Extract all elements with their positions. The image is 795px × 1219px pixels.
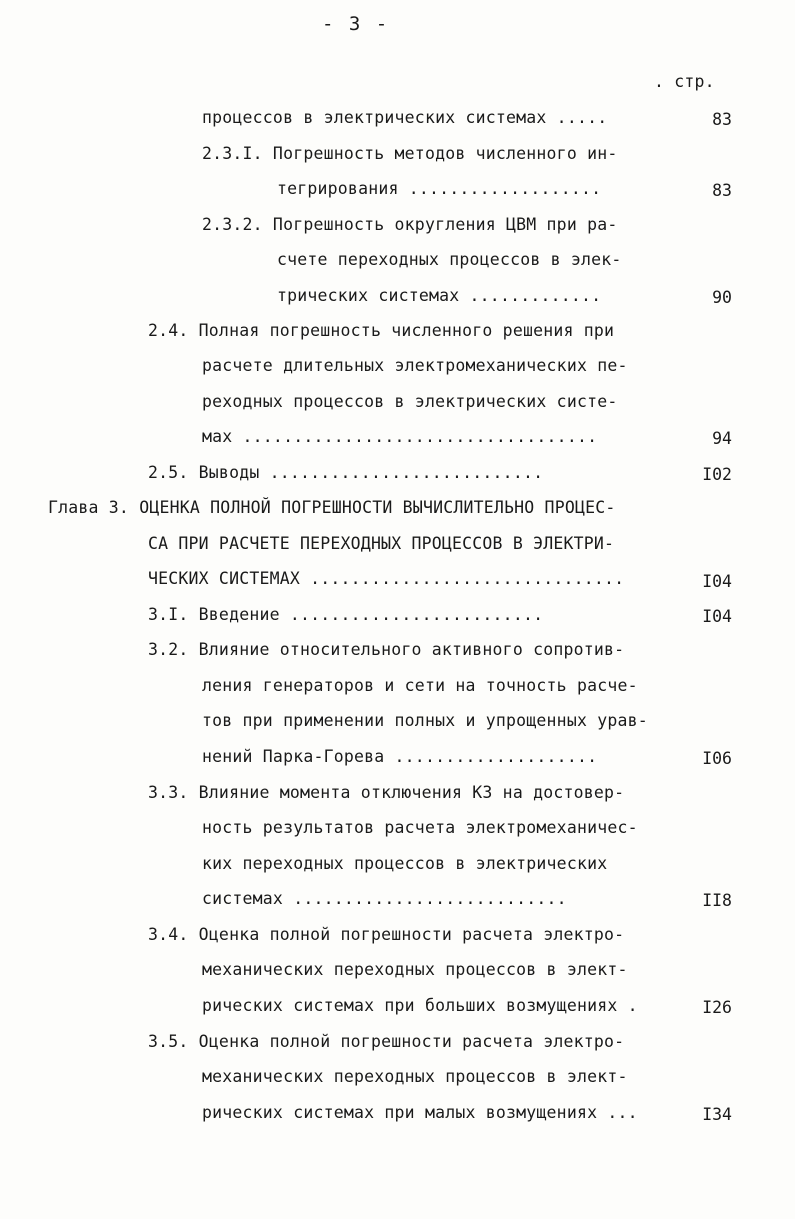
toc-entry-3-3-line-4: системах ........................... xyxy=(202,889,567,908)
toc-entry-3-4-line-3: рических системах при больших возмущениях . xyxy=(202,996,638,1015)
toc-entry-2-3-intro-line-1: процессов в электрических системах ..... xyxy=(202,108,608,127)
toc-entry-3-3-page: II8 xyxy=(702,891,732,910)
toc-entry-3-2-line-4: нений Парка-Горева .................... xyxy=(202,747,598,766)
page-number: - 3 - xyxy=(322,13,390,35)
toc-entry-2-3-1-page: 83 xyxy=(712,181,732,200)
toc-entry-2-3-1-line-1: 2.3.I. Погрешность методов численного ин- xyxy=(202,144,618,163)
toc-chapter-3-line-2: СА ПРИ РАСЧЕТЕ ПЕРЕХОДНЫХ ПРОЦЕССОВ В ЭЛЕКТРИ- xyxy=(148,534,615,553)
toc-entry-2-3-2-line-1: 2.3.2. Погрешность округления ЦВМ при ра- xyxy=(202,215,618,234)
toc-entry-3-5-line-1: 3.5. Оценка полной погрешности расчета электро- xyxy=(148,1032,625,1051)
toc-chapter-3-line-3: ЧЕСКИХ СИСТЕМАХ ............................... xyxy=(148,569,625,588)
toc-entry-3-1-line-1: 3.I. Введение ......................... xyxy=(148,605,544,624)
toc-entry-3-3-line-1: 3.3. Влияние момента отключения КЗ на достовер- xyxy=(148,783,625,802)
toc-entry-2-5-line-1: 2.5. Выводы ........................... xyxy=(148,463,544,482)
toc-entry-3-2-line-1: 3.2. Влияние относительного активного сопротив- xyxy=(148,640,625,659)
toc-entry-3-5-line-2: механических переходных процессов в элект- xyxy=(202,1067,628,1086)
toc-entry-2-3-2-page: 90 xyxy=(712,288,732,307)
toc-entry-3-2-page: I06 xyxy=(702,749,732,768)
toc-entry-2-3-2-line-3: трических системах ............. xyxy=(277,286,602,305)
toc-chapter-3-line-1: Глава 3. ОЦЕНКА ПОЛНОЙ ПОГРЕШНОСТИ ВЫЧИСЛИТЕЛЬНО ПРОЦЕС- xyxy=(48,498,616,517)
toc-entry-3-4-page: I26 xyxy=(702,998,732,1017)
toc-entry-3-3-line-3: ких переходных процессов в электрических xyxy=(202,854,608,873)
toc-entry-3-3-line-2: ность результатов расчета электромеханичес- xyxy=(202,818,638,837)
toc-entry-2-4-line-2: расчете длительных электромеханических пе- xyxy=(202,356,628,375)
toc-entry-2-5-page: I02 xyxy=(702,465,732,484)
toc-entry-3-4-line-1: 3.4. Оценка полной погрешности расчета электро- xyxy=(148,925,625,944)
toc-entry-3-5-line-3: рических системах при малых возмущениях ... xyxy=(202,1103,638,1122)
toc-entry-3-5-page: I34 xyxy=(702,1105,732,1124)
toc-entry-2-3-2-line-2: счете переходных процессов в элек- xyxy=(277,250,622,269)
toc-entry-3-1-page: I04 xyxy=(702,607,732,626)
toc-entry-3-2-line-3: тов при применении полных и упрощенных урав- xyxy=(202,711,648,730)
pages-column-label: . стр. xyxy=(654,72,715,91)
toc-entry-2-4-line-3: реходных процессов в электрических систе- xyxy=(202,392,618,411)
toc-entry-3-4-line-2: механических переходных процессов в элект- xyxy=(202,960,628,979)
toc-entry-3-2-line-2: ления генераторов и сети на точность расче- xyxy=(202,676,638,695)
toc-entry-2-3-1-line-2: тегрирования ................... xyxy=(277,179,602,198)
toc-entry-2-4-page: 94 xyxy=(712,429,732,448)
toc-entry-2-4-line-1: 2.4. Полная погрешность численного решения при xyxy=(148,321,615,340)
toc-entry-2-4-line-4: мах ................................... xyxy=(202,427,598,446)
toc-entry-2-3-intro-page: 83 xyxy=(712,110,732,129)
toc-chapter-3-page: I04 xyxy=(702,572,732,591)
